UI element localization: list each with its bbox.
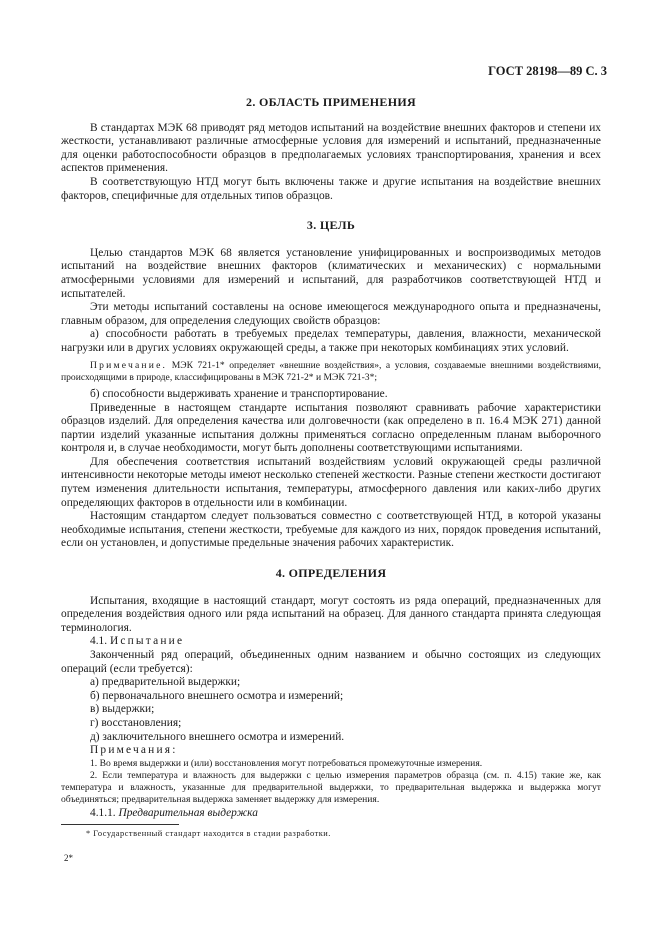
section-title: 2. ОБЛАСТЬ ПРИМЕНЕНИЯ	[246, 95, 416, 109]
page-header: ГОСТ 28198—89 С. 3	[488, 64, 607, 78]
list-item: б) способности выдерживать хранение и транспортирование.	[90, 387, 388, 400]
paragraph: Эти методы испытаний составлены на основе имеющегося международного опыта и предназначены, главным образом, для определения следующих свойств образцов:	[61, 301, 601, 327]
section-scope	[61, 96, 601, 203]
list-item: а) предварительной выдержки;	[90, 676, 241, 689]
note: 2. Если температура и влажность для выдержки с целью измерения параметров образца (см. п. 4.15) такие же, как температура и влажность, указанные для предварительной выдержки, то предварительная выдержка и выдержка могут объединяться; предварительная выдержка заменяет выдержку для измерения.	[61, 769, 601, 806]
page-content	[61, 96, 601, 820]
note	[61, 360, 601, 384]
list-item: а) способности работать в требуемых пределах температуры, давления, влажности, механической нагрузки или в других условиях окружающей среды, а также при некоторых комбинациях этих условий.	[61, 328, 601, 354]
list-item: д) заключительного внешнего осмотра и измерений.	[90, 730, 345, 743]
list-item: б) первоначального внешнего осмотра и измерений;	[90, 689, 344, 702]
paragraph: Приведенные в настоящем стандарте испытания позволяют сравнивать рабочие характеристики образцов изделий. Для определения качества или долговечности (как определено в п. 16.4 МЭК 271) данной партии изделий указанные испытания должны применяться согласно определенным планам выборочного контроля и, в случае необходимости, могут быть дополнены соответствующими испытаниями.	[61, 401, 601, 455]
list-item: г) восстановления;	[90, 716, 182, 729]
subterm-number: 4.1.1.	[90, 806, 116, 819]
note-label: Примечание.	[90, 359, 168, 371]
section-purpose	[61, 219, 601, 551]
paragraph: В стандартах МЭК 68 приводят ряд методов испытаний на воздействие внешних факторов и степени их жесткости, устанавливают различные атмосферные условия для измерений и испытаний, предназначенные для оценки работоспособности образцов в предполагаемых условиях транспортирования, хранения и всех аспектов применения.	[61, 121, 601, 175]
notes-label: Примечания:	[90, 744, 178, 757]
footnote-divider	[61, 824, 179, 825]
footnote: * Государственный стандарт находится в стадии разработки.	[86, 829, 331, 838]
subterm-name: Предварительная выдержка	[118, 806, 258, 819]
list-item: в) выдержки;	[90, 703, 155, 716]
subterm-heading	[61, 807, 601, 821]
section-title: 3. ЦЕЛЬ	[306, 218, 356, 233]
term-name: Испытание	[109, 635, 185, 648]
paragraph: Законченный ряд операций, объединенных одним названием и обычно состоящих из следующих операций (если требуется):	[61, 649, 601, 675]
section-definitions	[61, 567, 601, 820]
note-text: МЭК 721-1* определяет «внешние воздействия», а условия, создаваемые внешними воздействиями, происходящими в природе, классифицированы в МЭК 721-2* и МЭК 721-3*;	[61, 359, 601, 383]
term-number: 4.1.	[90, 635, 108, 648]
paragraph: Испытания, входящие в настоящий стандарт, могут состоять из ряда операций, предназначенных для определения воздействия одного или ряда испытаний на образец. Для данного стандарта принята следующая терминология.	[61, 594, 601, 634]
paragraph: Настоящим стандартом следует пользоваться совместно с соответствующей НТД, в которой указаны необходимые испытания, степени жесткости, требуемые для каждого из них, порядок проведения испытаний, если он установлен, и допустимые предельные значения рабочих характеристик.	[61, 510, 601, 550]
section-title: 4. ОПРЕДЕЛЕНИЯ	[275, 566, 387, 581]
note: 1. Во время выдержки и (или) восстановления могут потребоваться промежуточные измерения.	[90, 757, 483, 769]
paragraph: Целью стандартов МЭК 68 является установление унифицированных и воспроизводимых методов испытаний на воздействие внешних факторов (климатических и механических) с нормальными атмосферными условиями для измерений и испытаний, для разработчиков соответствующей НТД и испытателей.	[61, 246, 601, 300]
term-heading	[61, 635, 601, 649]
paragraph: Для обеспечения соответствия испытаний воздействиям условий окружающей среды различной интенсивности некоторые методы имеют несколько степеней жесткости. Разные степени жесткости достигают путем изменения длительности испытания, температуры, атмосферного давления или каких-либо других определяющих факторов в отдельности или в комбинации.	[61, 455, 601, 509]
paragraph: В соответствующую НТД могут быть включены также и другие испытания на воздействие внешних факторов, специфичные для отдельных типов образцов.	[61, 175, 601, 202]
page-mark: 2*	[64, 853, 73, 863]
